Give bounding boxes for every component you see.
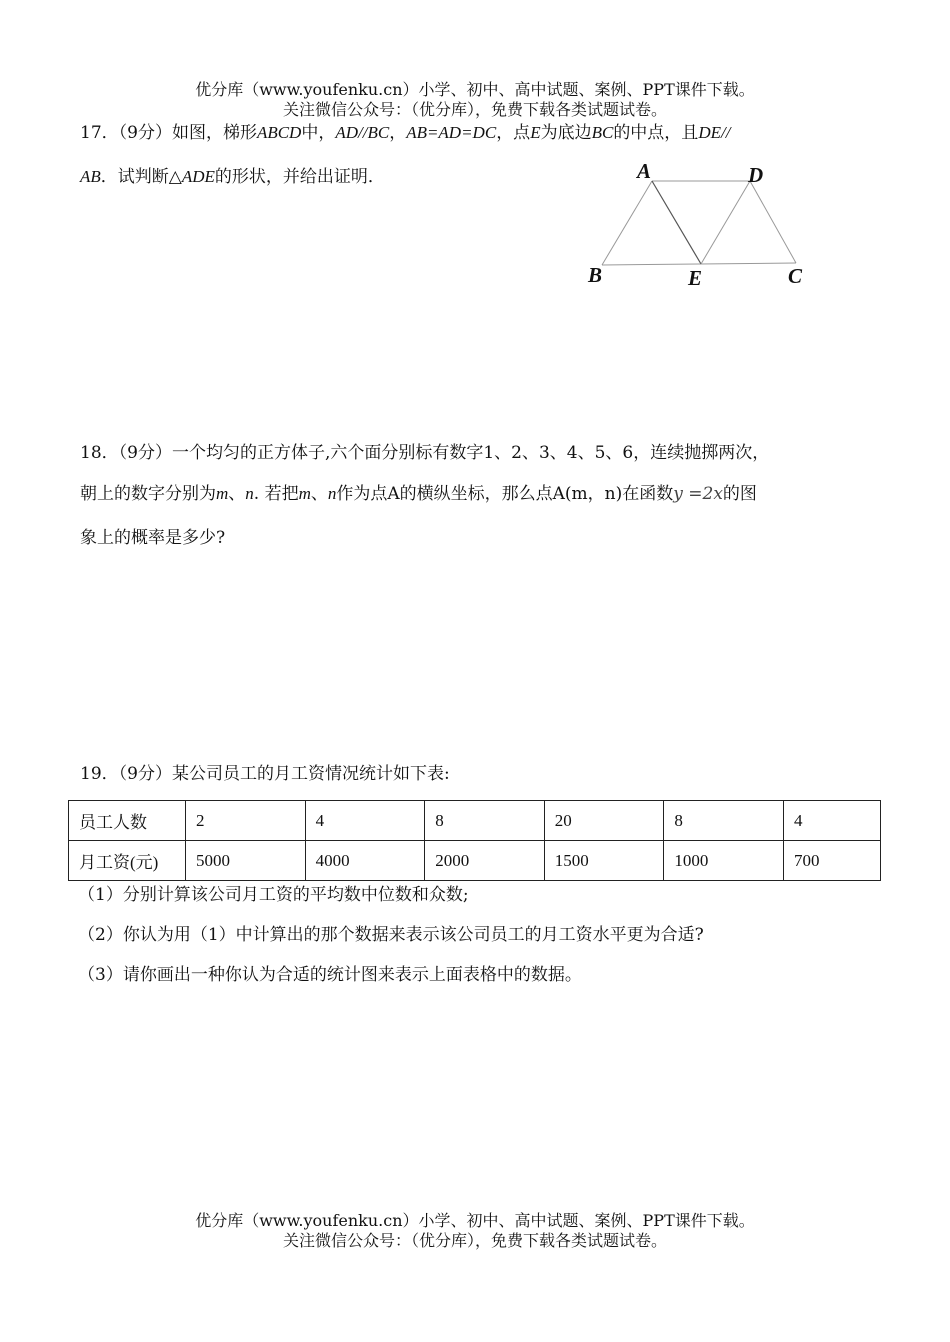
question-18-line-2: 朝上的数字分别为m、n. 若把m、n作为点A的横纵坐标，那么点A(m，n)在函数y =2x的图 xyxy=(80,484,757,504)
question-18-line-1: 18．（9分）一个均匀的正方体子,六个面分别标有数字1、2、3、4、5、6，连续抛掷两次， xyxy=(80,443,770,463)
question-19-part-2: （2）你认为用（1）中计算出的那个数据来表示该公司员工的月工资水平更为合适? xyxy=(78,925,704,945)
question-17-line-2: AB．试判断△ADE的形状，并给出证明． xyxy=(80,167,385,187)
table-cell: 2000 xyxy=(425,841,545,881)
segment-DE xyxy=(701,181,750,264)
segment-AB xyxy=(602,181,652,265)
trapezoid-diagram xyxy=(580,160,820,295)
segment-DC xyxy=(750,181,796,263)
table-cell: 1000 xyxy=(664,841,784,881)
label-D: D xyxy=(748,163,764,187)
header-line-2: 关注微信公众号：（优分库），免费下载各类试题试卷。 xyxy=(282,100,667,119)
function-formula: y =2x xyxy=(673,484,723,504)
question-19-intro: 19．（9分）某公司员工的月工资情况统计如下表: xyxy=(80,764,450,784)
table-cell: 2 xyxy=(186,801,306,841)
table-cell: 5000 xyxy=(186,841,306,881)
label-C: C xyxy=(788,264,803,288)
question-19-part-3: （3）请你画出一种你认为合适的统计图来表示上面表格中的数据。 xyxy=(78,965,582,985)
label-B: B xyxy=(588,263,603,287)
table-row xyxy=(69,841,881,881)
trapezoid-figure xyxy=(580,160,820,295)
footer-line-2: 关注微信公众号：（优分库），免费下载各类试题试卷。 xyxy=(282,1231,667,1250)
table-cell: 700 xyxy=(783,841,880,881)
header-line-1: 优分库（www.youfenku.cn）小学、初中、高中试题、案例、PPT课件下载。 xyxy=(195,80,755,99)
table-cell: 20 xyxy=(544,801,664,841)
table-row xyxy=(69,801,881,841)
table-cell: 员工人数 xyxy=(69,801,186,841)
label-E: E xyxy=(688,266,703,290)
footer-line-1: 优分库（www.youfenku.cn）小学、初中、高中试题、案例、PPT课件下载。 xyxy=(195,1211,755,1230)
page-header xyxy=(0,80,950,120)
question-18-line-3: 象上的概率是多少? xyxy=(80,528,226,548)
question-19-part-1: （1）分别计算该公司月工资的平均数中位数和众数; xyxy=(78,885,469,905)
label-A: A xyxy=(637,159,652,183)
segment-BC xyxy=(602,263,796,265)
table-cell: 4 xyxy=(783,801,880,841)
segment-AE xyxy=(652,181,701,264)
table-cell: 4000 xyxy=(305,841,425,881)
table-cell: 1500 xyxy=(544,841,664,881)
table-cell: 月工资(元) xyxy=(69,841,186,881)
wage-table xyxy=(68,800,881,881)
table-cell: 8 xyxy=(425,801,545,841)
question-17-line-1: 17．（9分）如图，梯形ABCD中，AD//BC，AB=AD=DC，点E为底边BC的中点，且DE// xyxy=(80,123,731,143)
table-cell: 4 xyxy=(305,801,425,841)
page-footer xyxy=(0,1211,950,1251)
table-cell: 8 xyxy=(664,801,784,841)
